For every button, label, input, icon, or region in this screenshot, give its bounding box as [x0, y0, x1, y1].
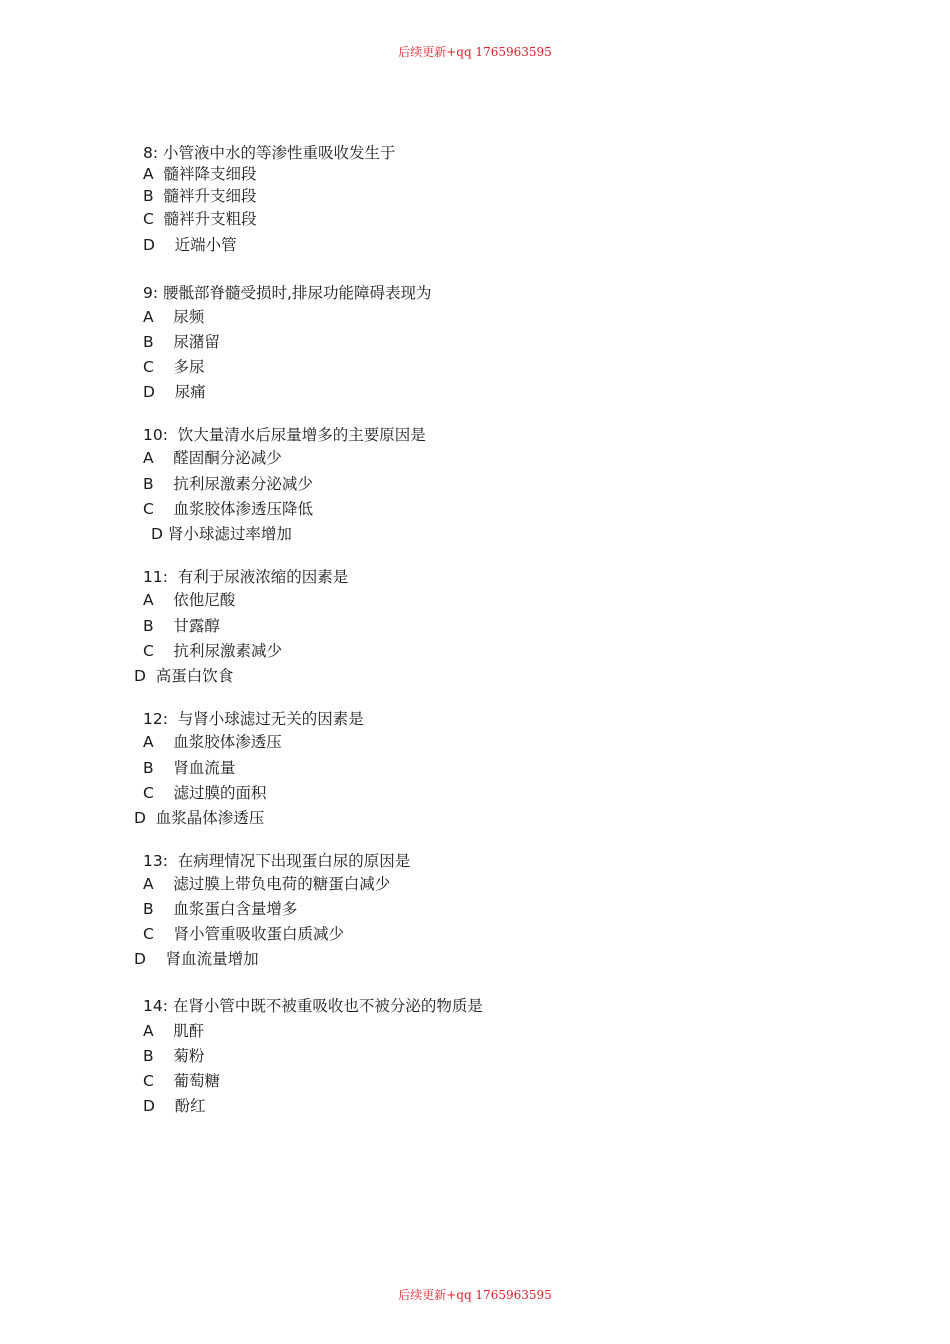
question-9-option-d: D 尿痛	[143, 383, 206, 401]
page-footer: 后续更新+qq 1765963595	[398, 1288, 552, 1302]
question-12-option-c: C 滤过膜的面积	[143, 784, 267, 802]
question-14-stem: 14: 在肾小管中既不被重吸收也不被分泌的物质是	[143, 997, 483, 1015]
question-8-option-d: D 近端小管	[143, 236, 237, 254]
question-13-option-c: C 肾小管重吸收蛋白质减少	[143, 925, 345, 943]
question-9-option-a: A 尿频	[143, 308, 205, 326]
question-8-option-b: B 髓袢升支细段	[143, 187, 257, 205]
question-10-option-b: B 抗利尿激素分泌减少	[143, 475, 313, 493]
question-13-option-d: D 肾血流量增加	[134, 950, 259, 968]
question-12-option-d: D 血浆晶体渗透压	[134, 809, 265, 827]
question-11-option-c: C 抗利尿激素减少	[143, 642, 283, 660]
question-8-option-a: A 髓袢降支细段	[143, 165, 257, 183]
question-11-option-a: A 依他尼酸	[143, 591, 236, 609]
question-10-stem: 10: 饮大量清水后尿量增多的主要原因是	[143, 426, 426, 444]
question-9-stem: 9: 腰骶部脊髓受损时,排尿功能障碍表现为	[143, 284, 432, 302]
question-10-option-c: C 血浆胶体渗透压降低	[143, 500, 314, 518]
question-13-stem: 13: 在病理情况下出现蛋白尿的原因是	[143, 852, 411, 870]
question-14-option-c: C 葡萄糖	[143, 1072, 221, 1090]
question-11-stem: 11: 有利于尿液浓缩的因素是	[143, 568, 349, 586]
page-header: 后续更新+qq 1765963595	[398, 45, 552, 59]
question-12-option-a: A 血浆胶体渗透压	[143, 733, 282, 751]
question-9-option-b: B 尿潴留	[143, 333, 220, 351]
question-13-option-a: A 滤过膜上带负电荷的糖蛋白减少	[143, 875, 391, 893]
question-10-option-d: D 肾小球滤过率增加	[151, 525, 292, 543]
question-10-option-a: A 醛固酮分泌减少	[143, 449, 282, 467]
question-8-option-c: C 髓袢升支粗段	[143, 210, 257, 228]
question-14-option-d: D 酚红	[143, 1097, 206, 1115]
question-13-option-b: B 血浆蛋白含量增多	[143, 900, 298, 918]
question-12-option-b: B 肾血流量	[143, 759, 236, 777]
question-14-option-b: B 菊粉	[143, 1047, 205, 1065]
question-14-option-a: A 肌酐	[143, 1022, 205, 1040]
question-11-option-b: B 甘露醇	[143, 617, 220, 635]
question-9-option-c: C 多尿	[143, 358, 205, 376]
question-11-option-d: D 高蛋白饮食	[134, 667, 234, 685]
question-12-stem: 12: 与肾小球滤过无关的因素是	[143, 710, 364, 728]
question-8-stem: 8: 小管液中水的等渗性重吸收发生于	[143, 144, 396, 162]
